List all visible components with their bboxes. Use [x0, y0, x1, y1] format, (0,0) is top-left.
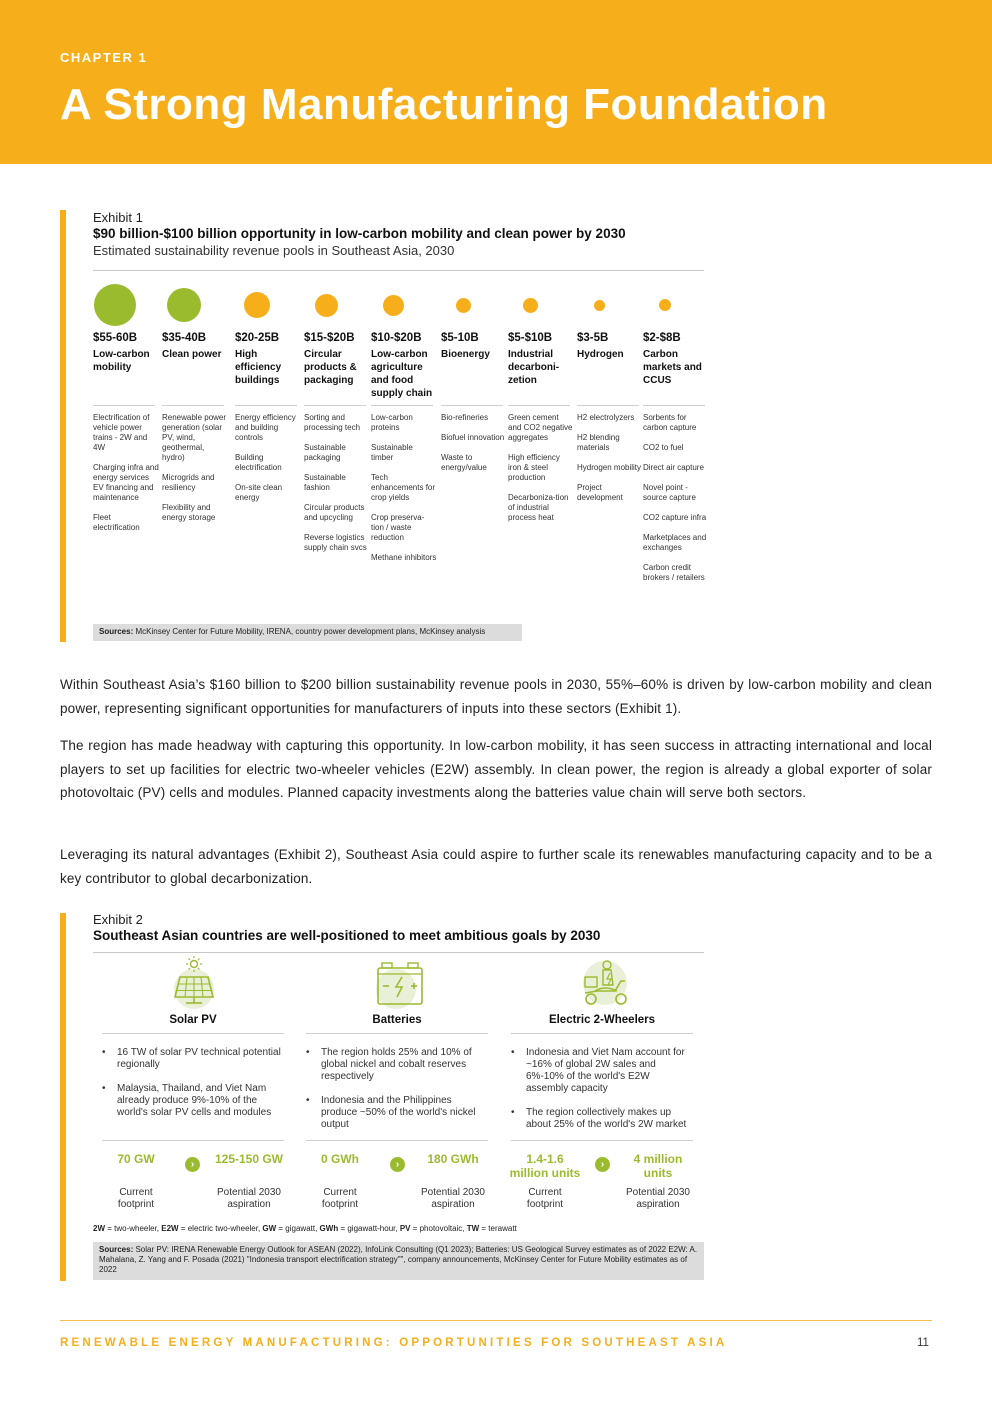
pool-item: Hydrogen mobility [577, 463, 642, 472]
exhibit1-sources-text: McKinsey Center for Future Mobility, IRENA, country power development plans, McKinsey analysis [135, 627, 486, 636]
pool-items [577, 413, 643, 513]
abbreviation-definition: = electric two-wheeler, [178, 1224, 263, 1233]
pool-items [304, 413, 370, 563]
pool-item: CO2 capture infra [643, 513, 707, 522]
pool-item: Bio-refineries [441, 413, 489, 422]
pool-item: Marketplaces and exchanges [643, 533, 707, 552]
pool-item: Tech enhancements for crop yields [371, 473, 436, 502]
paragraph-3: Leveraging its natural advantages (Exhibit 2), Southeast Asia could aspire to further scale its renewables manufacturing capacity and to be a key contributor to global decarbonization. [60, 847, 932, 886]
abbreviation-definition: = gigawatt-hour, [338, 1224, 400, 1233]
pool-item: Methane inhibitors [371, 553, 437, 562]
arrow-right-icon: › [390, 1157, 405, 1172]
sector-bullets [511, 1047, 691, 1143]
pool-size-bubble [594, 300, 605, 311]
pool-size-bubble [167, 288, 201, 322]
potential-aspiration-label: Potential 2030 aspiration [217, 1187, 281, 1210]
pool-item: Reverse logistics supply chain svcs [304, 533, 367, 552]
potential-aspiration-value: 125-150 GW [214, 1152, 284, 1166]
current-footprint-value: 0 GWh [321, 1152, 359, 1166]
pool-item: Decarboniza-tion of industrial process heat [508, 493, 569, 522]
bullet-item: • 16 TW of solar PV technical potential regionally [102, 1047, 282, 1071]
pool-bubble-wrap [508, 280, 552, 330]
potential-aspiration-value: 4 million units [633, 1152, 683, 1180]
pool-name: High efficiency buildings [235, 349, 282, 386]
pool-item: Electrification of vehicle power trains - 2W and 4W [93, 413, 150, 452]
page-number: 11 [917, 1337, 929, 1349]
pool-divider [508, 405, 570, 406]
bullet-item: • The region holds 25% and 10% of global nickel and cobalt reserves respectively [306, 1047, 486, 1083]
pool-size-bubble [94, 284, 136, 326]
pool-bubble-wrap [643, 280, 687, 330]
exhibit1-subtitle: Estimated sustainability revenue pools in Southeast Asia, 2030 [93, 243, 455, 258]
abbreviation: 2W [93, 1224, 105, 1233]
exhibit2-sources-label: Sources: [99, 1245, 134, 1254]
pool-item: Direct air capture [643, 463, 704, 472]
pool-item: Novel point - source capture [643, 483, 696, 502]
pool-bubble-wrap [162, 280, 206, 330]
exhibit1-sources [93, 624, 522, 641]
pool-bubble-wrap [577, 280, 621, 330]
pool-value: $20-25B [235, 332, 280, 344]
chapter-label: CHAPTER 1 [60, 50, 148, 65]
abbreviation: TW [466, 1224, 480, 1233]
pool-size-bubble [523, 298, 538, 313]
pool-size-bubble [659, 299, 671, 311]
pool-item: Renewable power generation (solar PV, wind, geothermal, hydro) [162, 413, 227, 462]
pool-bubble-wrap [235, 280, 279, 330]
sector-metric-divider [102, 1140, 284, 1141]
sector-divider [102, 1033, 284, 1034]
pool-name: Carbon markets and CCUS [643, 349, 702, 386]
pool-items [643, 413, 709, 593]
pool-bubble-wrap [304, 280, 348, 330]
pool-divider [162, 405, 224, 406]
pool-name: Low-carbon mobility [93, 349, 150, 373]
abbreviations-footnote [93, 1224, 517, 1233]
sector-divider [306, 1033, 488, 1034]
pool-name: Low-carbon agriculture and food supply chain [371, 349, 433, 399]
abbreviation-definition: = terawatt [479, 1224, 517, 1233]
pool-item: On-site clean energy [235, 483, 283, 502]
exhibit1-divider [93, 270, 704, 271]
exhibit1-accent-bar [60, 210, 66, 642]
sector-name: Electric 2-Wheelers [548, 1014, 656, 1026]
pool-name: Circular products & packaging [304, 349, 357, 386]
pool-size-bubble [244, 292, 270, 318]
footer-divider [60, 1320, 932, 1321]
pool-divider [93, 405, 155, 406]
abbreviation: PV [399, 1224, 411, 1233]
scooter-icon [577, 955, 633, 1011]
abbreviation: GWh [319, 1224, 339, 1233]
pool-value: $2-$8B [643, 332, 681, 344]
bullet-item: • Malaysia, Thailand, and Viet Nam already produce 9%-10% of the world's solar PV cells and modules [102, 1083, 282, 1119]
current-footprint-label: Current footprint [117, 1187, 155, 1210]
exhibit1-sources-label: Sources: [99, 627, 134, 636]
abbreviation: E2W [161, 1224, 179, 1233]
pool-name: Industrial decarboni-zetion [508, 349, 560, 386]
sector-bullets [102, 1047, 282, 1131]
pool-item: Biofuel innovation [441, 433, 505, 442]
pool-value: $35-40B [162, 332, 207, 344]
pool-size-bubble [456, 298, 471, 313]
current-footprint-value: 70 GW [117, 1152, 155, 1166]
battery-icon [372, 955, 428, 1011]
pool-item: High efficiency iron & steel production [508, 453, 560, 482]
pool-name: Hydrogen [577, 349, 624, 360]
pool-item: Sustainable packaging [304, 443, 346, 462]
pool-item: Circular products and upcycling [304, 503, 365, 522]
pool-size-bubble [315, 294, 338, 317]
current-footprint-label: Current footprint [321, 1187, 359, 1210]
current-footprint-label: Current footprint [526, 1187, 564, 1210]
potential-aspiration-label: Potential 2030 aspiration [626, 1187, 690, 1210]
bullet-item: • Indonesia and the Philippines produce ~50% of the world's nickel output [306, 1095, 486, 1131]
sector-name: Solar PV [169, 1014, 217, 1026]
pool-name: Bioenergy [441, 349, 490, 360]
sector-bullets [306, 1047, 486, 1143]
sector-metric-divider [306, 1140, 488, 1141]
pool-item: Microgrids and resiliency [162, 473, 215, 492]
pool-value: $3-5B [577, 332, 609, 344]
abbreviation-definition: = gigawatt, [276, 1224, 320, 1233]
pool-item: CO2 to fuel [643, 443, 684, 452]
pool-item: Project development [577, 483, 623, 502]
pool-item: Green cement and CO2 negative aggregates [508, 413, 573, 442]
pool-item: Sustainable fashion [304, 473, 346, 492]
pool-item: Charging infra and energy services EV financing and maintenance [93, 463, 159, 502]
pool-value: $55-60B [93, 332, 138, 344]
pool-divider [441, 405, 503, 406]
exhibit2-divider [93, 952, 704, 953]
exhibit2-accent-bar [60, 913, 66, 1281]
pool-bubble-wrap [93, 280, 137, 330]
bullet-item: • Indonesia and Viet Nam account for ~16% of global 2W sales and 6%-10% of the world's E2W assembly capacity [511, 1047, 691, 1095]
pool-divider [371, 405, 433, 406]
pool-item: H2 electrolyzers [577, 413, 635, 422]
page-title: A Strong Manufacturing Foundation [60, 80, 828, 129]
pool-items [235, 413, 301, 513]
pool-bubble-wrap [441, 280, 485, 330]
current-footprint-value: 1.4-1.6 million units [509, 1152, 581, 1180]
sector-divider [511, 1033, 693, 1034]
pool-value: $5-$10B [508, 332, 553, 344]
pool-item: H2 blending materials [577, 433, 620, 452]
abbreviation-definition: = photovoltaic, [410, 1224, 467, 1233]
paragraph-1: Within Southeast Asia’s $160 billion to $200 billion sustainability revenue pools in 2030, 55%–60% is driven by low-carbon mobility and clean power, representing significant opportunities for manufacturers of inputs into these sectors (Exhibit 1). [60, 677, 932, 716]
solar-panel-icon [168, 955, 224, 1011]
pool-divider [235, 405, 297, 406]
pool-item: Sorbents for carbon capture [643, 413, 697, 432]
pool-name: Clean power [162, 349, 222, 360]
pool-item: Crop preserva-tion / waste reduction [371, 513, 425, 542]
pool-item: Sorting and processing tech [304, 413, 361, 432]
pool-item: Carbon credit brokers / retailers [643, 563, 705, 582]
exhibit2-label: Exhibit 2 [93, 912, 143, 927]
pool-size-bubble [383, 295, 404, 316]
pool-item: Building electrification [235, 453, 282, 472]
abbreviation: GW [262, 1224, 277, 1233]
pool-value: $10-$20B [371, 332, 422, 344]
exhibit2-sources [93, 1242, 704, 1280]
pool-divider [577, 405, 639, 406]
pool-divider [643, 405, 705, 406]
potential-aspiration-label: Potential 2030 aspiration [421, 1187, 485, 1210]
pool-items [508, 413, 574, 533]
pool-value: $15-$20B [304, 332, 355, 344]
exhibit2-title: Southeast Asian countries are well-positioned to meet ambitious goals by 2030 [93, 928, 601, 943]
pool-value: $5-10B [441, 332, 479, 344]
pool-item: Energy efficiency and building controls [235, 413, 296, 442]
pool-item: Sustainable timber [371, 443, 413, 462]
pool-item: Waste to energy/value [441, 453, 487, 472]
exhibit1-title: $90 billion-$100 billion opportunity in low-carbon mobility and clean power by 2030 [93, 226, 626, 241]
abbreviation-definition: = two-wheeler, [105, 1224, 162, 1233]
pool-items [162, 413, 228, 533]
arrow-right-icon: › [185, 1157, 200, 1172]
pool-item: Flexibility and energy storage [162, 503, 216, 522]
potential-aspiration-value: 180 GWh [427, 1152, 479, 1166]
pool-divider [304, 405, 366, 406]
exhibit1-label: Exhibit 1 [93, 210, 143, 225]
pool-item: Low-carbon proteins [371, 413, 413, 432]
pool-items [93, 413, 159, 543]
exhibit2-sources-text: Solar PV: IRENA Renewable Energy Outlook for ASEAN (2022), InfoLink Consulting (Q1 2023); Batteries: US Geological Survey estimates as of 2022 E2W: A. Mahalana, Z. Yang and F. Posada (2021) "Indonesia transport electrification strategy"", company announcements, McKinsey Center for Future Mobility estimates as of 2022 [99, 1245, 698, 1274]
sector-name: Batteries [372, 1014, 422, 1026]
arrow-right-icon: › [595, 1157, 610, 1172]
pool-bubble-wrap [371, 280, 415, 330]
pool-item: Fleet electrification [93, 513, 140, 532]
sector-metric-divider [511, 1140, 693, 1141]
paragraph-2: The region has made headway with capturing this opportunity. In low-carbon mobility, it has seen success in attracting international and local players to set up facilities for electric two-wheeler vehicles (E2W) assembly. In clean power, the region is already a global exporter of solar photovoltaic (PV) cells and modules. Planned capacity investments along the batteries value chain will serve both sectors. [60, 738, 932, 800]
bullet-item: • The region collectively makes up about 25% of the world's 2W market [511, 1107, 691, 1131]
pool-items [441, 413, 507, 483]
pool-items [371, 413, 437, 573]
footer-title: RENEWABLE ENERGY MANUFACTURING: OPPORTUNITIES FOR SOUTHEAST ASIA [60, 1337, 728, 1349]
